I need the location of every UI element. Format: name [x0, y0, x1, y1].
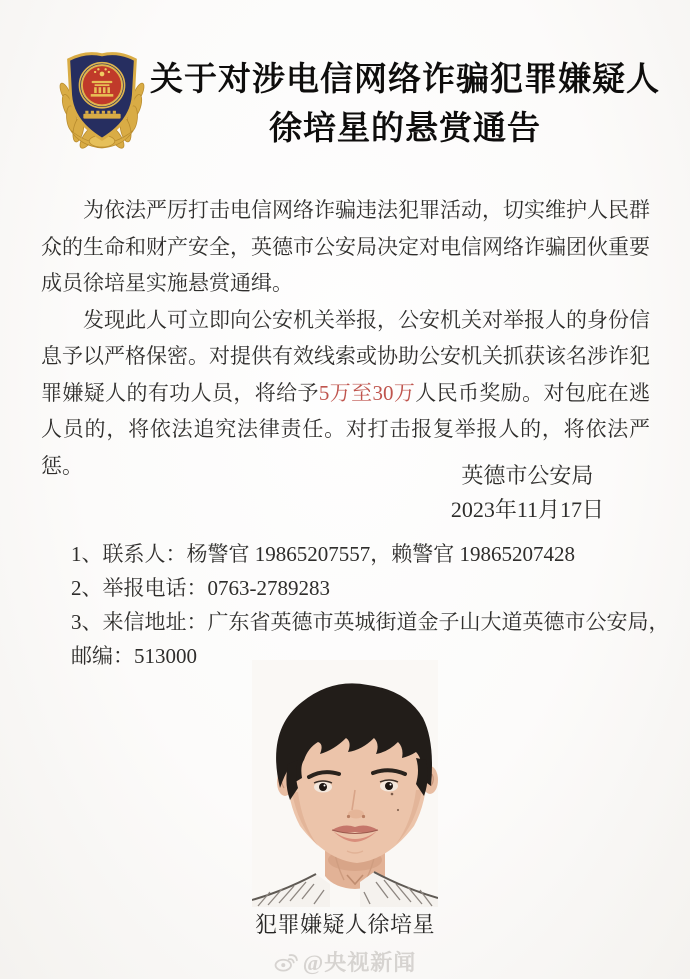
- contact-line-hotline: 2、举报电话：0763-2789283: [71, 576, 330, 600]
- issuing-agency: 英德市公安局: [461, 463, 594, 488]
- contact-line-address: 3、来信地址：广东省英德市英城街道金子山大道英德市公安局，: [71, 610, 670, 634]
- contact-line-persons: 1、联系人：杨警官 19865207557，赖警官 19865207428: [71, 542, 575, 566]
- watermark: [232, 946, 458, 977]
- police-badge-icon: [52, 46, 152, 150]
- contact-line-postcode: 邮编：513000: [71, 644, 197, 668]
- notice-title-line2: 徐培星的悬赏通告: [269, 111, 541, 147]
- paragraph-1: 为依法严厉打击电信网络诈骗违法犯罪活动，切实维护人民群众的生命和财产安全，英德市公安局决定对电信网络诈骗团伙重要成员徐培星实施悬赏通缉。: [41, 198, 650, 295]
- signature-block: [451, 459, 604, 526]
- watermark-text: @央视新闻: [302, 950, 417, 975]
- photo-caption: 犯罪嫌疑人徐培星: [254, 912, 435, 937]
- suspect-photo: [252, 660, 438, 907]
- paragraph-2-text: 发现此人可立即向公安机关举报，公安机关对举报人的身份信息予以严格保密。对提供有效线索或协助公安机关抓获该名涉诈犯罪嫌疑人的有功人员，将给予: [41, 307, 650, 405]
- contact-list: [71, 537, 670, 673]
- paragraph-2-tail: 人民币奖励。对包庇在逃人员的，将依法追究法律责任。对打击报复举报人的，将依法严惩。: [41, 380, 650, 478]
- weibo-logo-icon: [274, 952, 298, 972]
- issue-date: 2023年11月17日: [450, 496, 604, 522]
- reward-amount: 5万至30万: [318, 380, 416, 405]
- paragraph-2: [41, 302, 650, 485]
- notice-title-line1: 关于对涉电信网络诈骗犯罪嫌疑人: [150, 62, 660, 98]
- notice-title: [150, 56, 660, 154]
- notice-body: [41, 192, 650, 484]
